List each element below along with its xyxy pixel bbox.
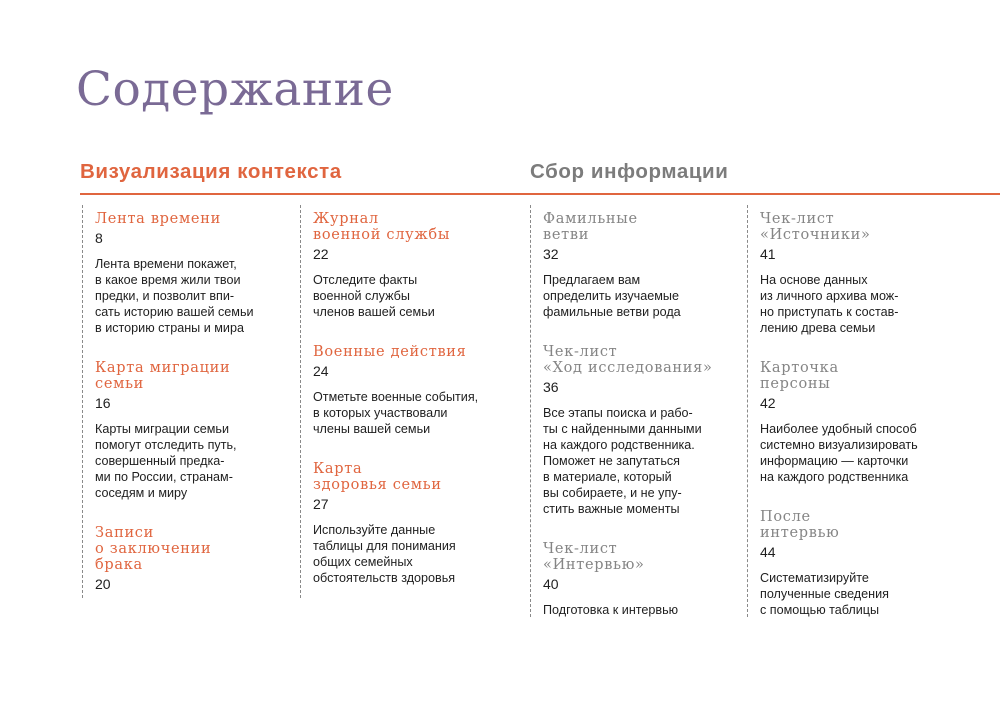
entry-description: Карты миграции семьи помогут отследить путь, совершенный предка- ми по России, странам- соседям и миру	[95, 422, 237, 500]
entry-page: 20	[95, 576, 111, 592]
entry-description: Все этапы поиска и рабо- ты с найденными данными на каждого родственника. Поможет не запутаться в материале, который вы собираете, и не упу- стить важные моменты	[543, 406, 702, 516]
entry-title[interactable]: Карта миграции семьи	[95, 360, 231, 392]
entry-title[interactable]: Лента времени	[95, 211, 221, 227]
toc-column-1	[82, 205, 300, 598]
entry-description: Отметьте военные события, в которых участвовали члены вашей семьи	[313, 390, 479, 436]
entry-page: 32	[543, 246, 559, 262]
toc-entry[interactable]	[760, 509, 965, 618]
entry-description: Подготовка к интервью	[543, 603, 679, 617]
toc-entry[interactable]	[95, 211, 300, 336]
entry-title[interactable]: После интервью	[760, 509, 840, 541]
entry-description: Используйте данные таблицы для понимания общих семейных обстоятельств здоровья	[313, 523, 456, 585]
entry-page: 44	[760, 544, 776, 560]
toc-entry[interactable]	[543, 211, 748, 320]
toc-entry[interactable]	[313, 461, 518, 586]
toc-entry[interactable]	[95, 360, 300, 501]
entry-page: 27	[313, 496, 329, 512]
toc-entry[interactable]	[313, 211, 518, 320]
entry-description: Наиболее удобный способ системно визуализировать информацию — карточки на каждого родственника	[760, 422, 918, 484]
entry-description: Лента времени покажет, в какое время жили твои предки, и позволит впи- сать историю вашей семьи в историю страны и мира	[95, 257, 254, 335]
entry-page: 22	[313, 246, 329, 262]
entry-title[interactable]: Чек-лист «Интервью»	[543, 541, 645, 573]
entry-page: 16	[95, 395, 111, 411]
page-title: Содержание	[76, 62, 394, 117]
toc-column-2	[300, 205, 518, 598]
entry-page: 41	[760, 246, 776, 262]
entry-title[interactable]: Военные действия	[313, 344, 467, 360]
entry-description: На основе данных из личного архива мож- но приступать к состав- лению древа семьи	[760, 273, 899, 335]
toc-entry[interactable]	[95, 525, 300, 593]
entry-description: Предлагаем вам определить изучаемые фамильные ветви рода	[543, 273, 681, 319]
toc-column-3	[530, 205, 748, 617]
toc-entry[interactable]	[760, 211, 965, 336]
entry-title[interactable]: Карточка персоны	[760, 360, 839, 392]
entry-title[interactable]: Журнал военной службы	[313, 211, 451, 243]
toc-entry[interactable]	[313, 344, 518, 437]
entry-page: 42	[760, 395, 776, 411]
section-heading-context: Визуализация контекста	[80, 160, 342, 183]
entry-title[interactable]: Карта здоровья семьи	[313, 461, 442, 493]
entry-title[interactable]: Фамильные ветви	[543, 211, 638, 243]
toc-column-4	[747, 205, 965, 617]
entry-page: 36	[543, 379, 559, 395]
entry-page: 40	[543, 576, 559, 592]
toc-entry[interactable]	[543, 541, 748, 618]
entry-description: Систематизируйте полученные сведения с помощью таблицы	[760, 571, 889, 617]
toc-entry[interactable]	[543, 344, 748, 517]
entry-description: Отследите факты военной службы членов вашей семьи	[313, 273, 435, 319]
entry-page: 8	[95, 230, 103, 246]
section-heading-info: Сбор информации	[530, 160, 729, 183]
toc-entry[interactable]	[760, 360, 965, 485]
entry-title[interactable]: Записи о заключении брака	[95, 525, 212, 573]
entry-title[interactable]: Чек-лист «Ход исследования»	[543, 344, 713, 376]
entry-title[interactable]: Чек-лист «Источники»	[760, 211, 871, 243]
section-divider	[80, 193, 1000, 195]
entry-page: 24	[313, 363, 329, 379]
